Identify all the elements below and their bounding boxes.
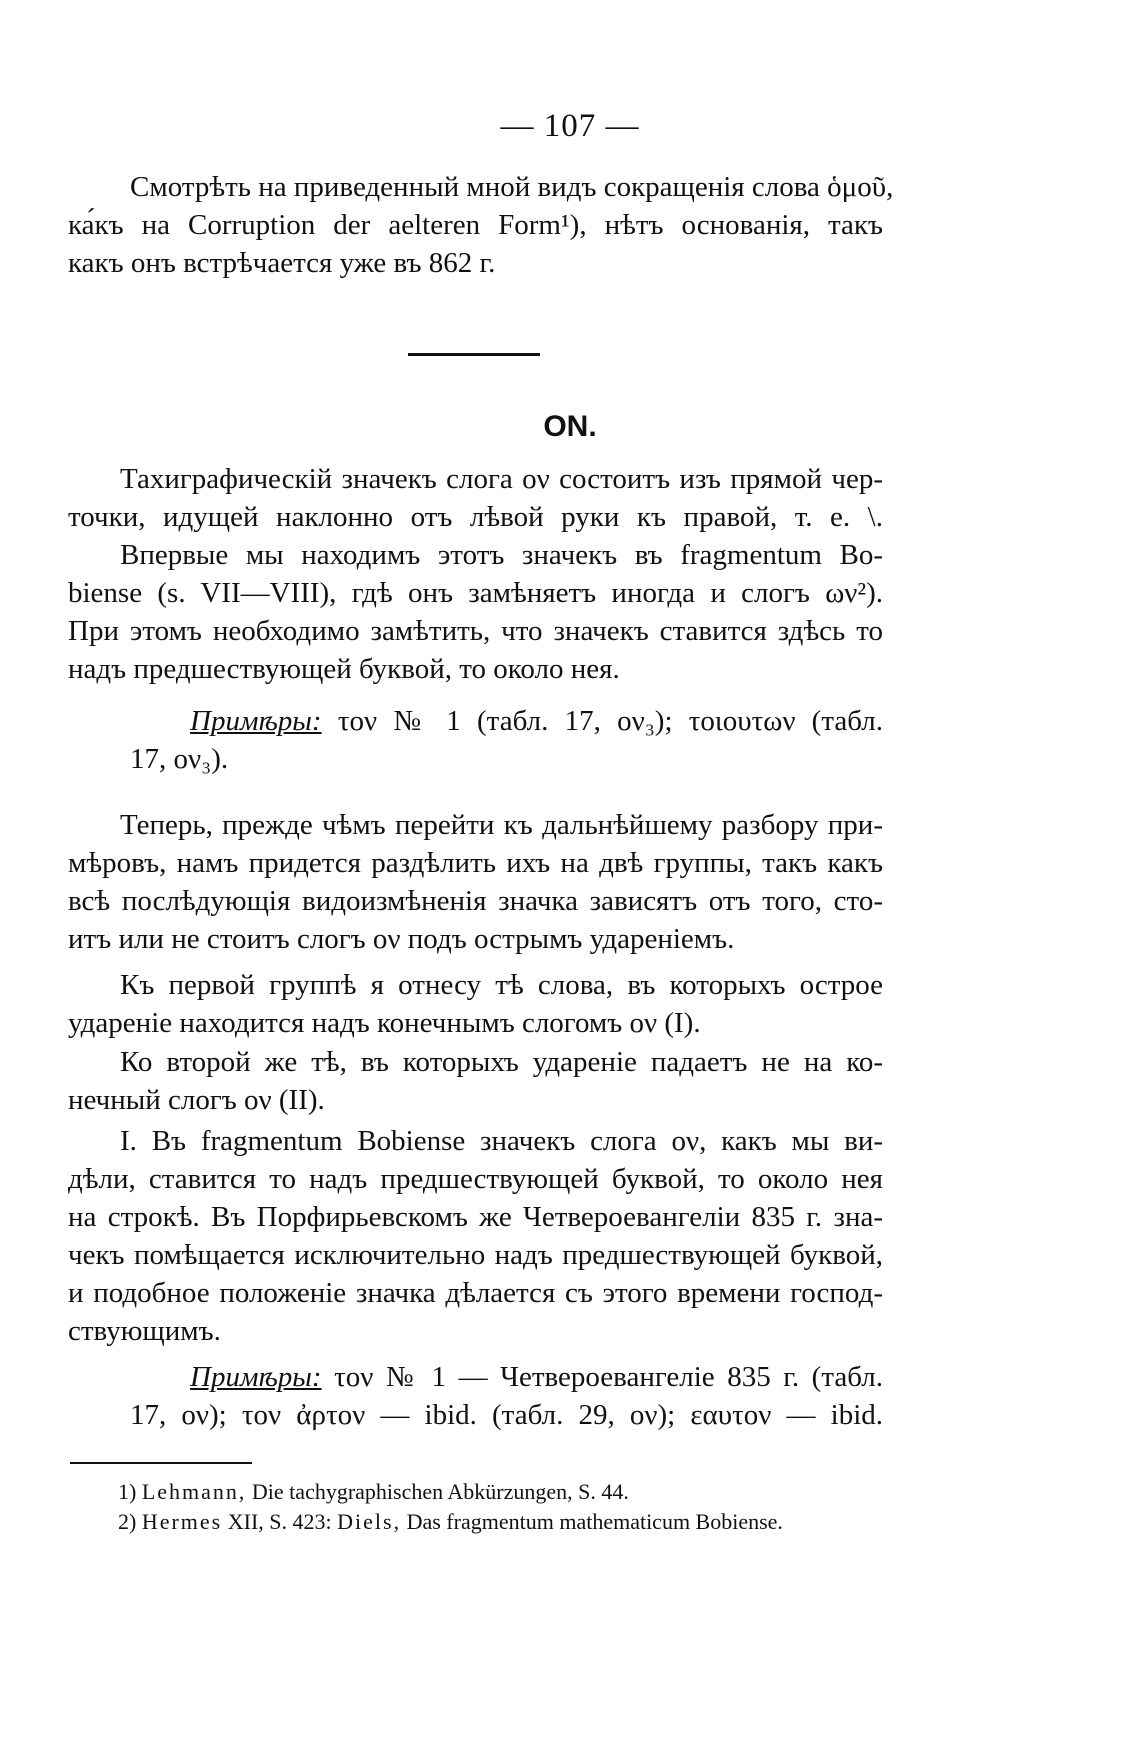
examples2-line-1 bbox=[190, 1358, 883, 1396]
p5-line-4: чекъ помѣщается исключительно надъ предшествующей буквой, bbox=[68, 1239, 883, 1271]
footnote-1-author: Lehmann, bbox=[141, 1479, 247, 1504]
p2-line-2: мѣровъ, намъ придется раздѣлить ихъ на двѣ группы, такъ какъ bbox=[68, 847, 883, 879]
p5-line-6: ствующимъ. bbox=[68, 1315, 221, 1347]
section-divider bbox=[408, 353, 540, 356]
p5-line-5: и подобное положеніе значка дѣлается съ этого времени господ- bbox=[68, 1277, 883, 1309]
examples1-text: τον № 1 (табл. 17, ον₃); τοιουτων (табл. bbox=[321, 705, 883, 737]
examples2-line-2: 17, ον); τον ἀρτον — ibid. (табл. 29, ον); εαυτον — ibid. bbox=[130, 1399, 883, 1431]
footnote-2 bbox=[118, 1508, 783, 1536]
intro-line-1: Смотрѣть на приведенный мной видъ сокращенія слова ὁμοῦ, bbox=[130, 171, 894, 203]
examples2-label: Примѣры: bbox=[190, 1361, 322, 1393]
footnote-1-text: Die tachygraphischen Abkürzungen, S. 44. bbox=[246, 1479, 629, 1504]
p2-line-1: Теперь, прежде чѣмъ перейти къ дальнѣйшему разбору при- bbox=[120, 809, 883, 841]
p4-line-1: Ко второй же тѣ, въ которыхъ удареніе падаетъ не на ко- bbox=[120, 1046, 883, 1078]
examples1-line-2: 17, ον₃). bbox=[130, 743, 229, 775]
footnote-2-text: XII, S. 423: bbox=[222, 1509, 338, 1534]
footnote-2-author: Hermes bbox=[141, 1509, 223, 1534]
intro-line-2: ка́къ на Corruption der aelteren Form¹), нѣтъ основанія, такъ bbox=[68, 209, 883, 241]
p2-line-3: всѣ послѣдующія видоизмѣненія значка зависятъ отъ того, сто- bbox=[68, 885, 883, 917]
footnote-2-marker: 2) bbox=[118, 1509, 137, 1534]
p5-line-3: на строкѣ. Въ Порфирьевскомъ же Четвероевангеліи 835 г. зна- bbox=[68, 1201, 883, 1233]
p1-line-6: надъ предшествующей буквой, то около нея. bbox=[68, 653, 620, 685]
p5-line-2: дѣли, ставится то надъ предшествующей буквой, то около нея bbox=[68, 1163, 883, 1195]
p1-line-1: Тахиграфическій значекъ слога ον состоитъ изъ прямой чер- bbox=[120, 463, 883, 495]
p2-line-4: итъ или не стоитъ слогъ ον подъ острымъ удареніемъ. bbox=[68, 923, 735, 955]
p3-line-1: Къ первой группѣ я отнесу тѣ слова, въ которыхъ острое bbox=[120, 969, 883, 1001]
p1-line-4: biense (s. VII—VIII), гдѣ онъ замѣняетъ иногда и слогъ ων²). bbox=[68, 577, 883, 609]
p3-line-2: удареніе находится надъ конечнымъ слогомъ ον (I). bbox=[68, 1007, 701, 1039]
examples1-line-1 bbox=[190, 702, 883, 740]
section-heading: ON. bbox=[543, 410, 597, 443]
p1-line-5: При этомъ необходимо замѣтить, что значекъ ставится здѣсь то bbox=[68, 615, 883, 647]
examples1-label: Примѣры: bbox=[190, 705, 322, 737]
footnote-1-marker: 1) bbox=[118, 1479, 137, 1504]
page-number: — 107 — bbox=[500, 108, 640, 144]
p4-line-2: нечный слогъ ον (II). bbox=[68, 1084, 325, 1116]
p5-line-1: I. Въ fragmentum Bobiense значекъ слога ον, какъ мы ви- bbox=[120, 1125, 883, 1157]
footnote-2-text2: Das fragmentum mathematicum Bobiense. bbox=[401, 1509, 783, 1534]
footnote-divider bbox=[70, 1462, 252, 1464]
examples2-text: τον № 1 — Четвероевангеліе 835 г. (табл. bbox=[321, 1361, 883, 1393]
intro-line-3: какъ онъ встрѣчается уже въ 862 г. bbox=[68, 247, 496, 279]
footnote-2-author2: Diels, bbox=[337, 1509, 402, 1534]
p1-line-2: точки, идущей наклонно отъ лѣвой руки къ правой, т. е. \. bbox=[68, 501, 883, 533]
footnote-1 bbox=[118, 1478, 629, 1506]
p1-line-3: Впервые мы находимъ этотъ значекъ въ fragmentum Bo- bbox=[120, 539, 883, 571]
